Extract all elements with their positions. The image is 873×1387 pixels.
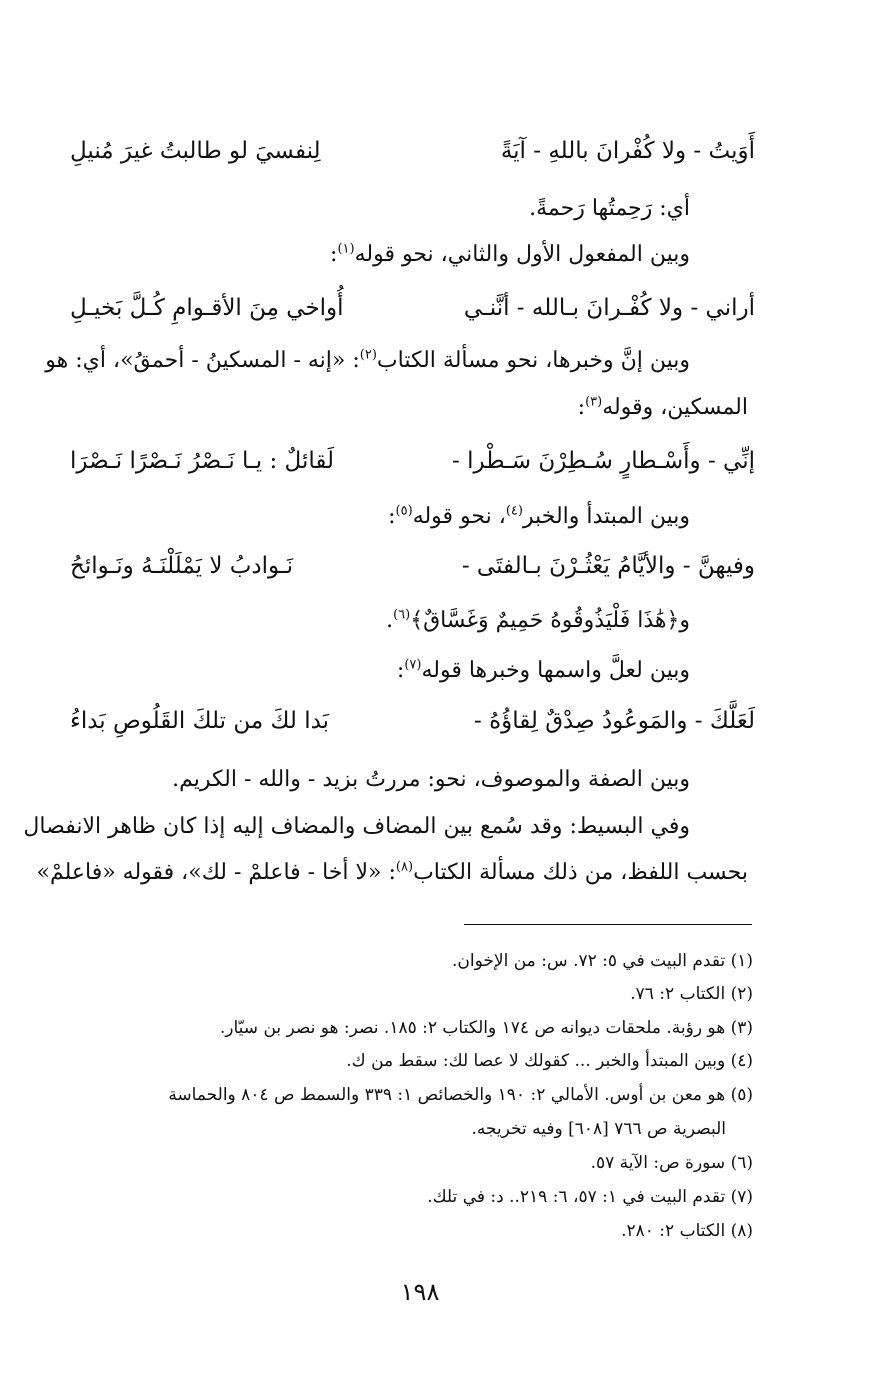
footnote-6: (٦) سورة ص: الآية ٥٧. [590,1153,753,1173]
footnote-ref: (٢) [359,347,377,363]
verse-3-first-hemistich: إنِّي - وأَسْـطارٍ سُـطِرْنَ سَـطْرا - [452,448,755,474]
paragraph-text: وبين لعلَّ واسمها وخبرها قوله [421,658,690,683]
paragraph-tail: : «إنه - المسكينُ - أحمقُ»، أي: هو [45,348,360,373]
paragraph-mid: ، نحو قوله [412,504,506,529]
verse-5-second-hemistich: بَدا لكَ من تلكَ القَلُوصِ بَداءُ [70,708,330,734]
paragraph-tail: : [396,658,405,683]
quran-prefix: و [679,608,690,633]
paragraph-text: وبين المبتدأ والخبر [522,504,690,529]
footnote-ref: (٧) [404,657,422,673]
paragraph-text: وبين إنَّ وخبرها، نحو مسألة الكتاب [376,348,690,373]
verse-4-first-hemistich: وفيهنَّ - والأيَّامُ يَعْثُـرْنَ بـالفتَى - [461,553,755,579]
paragraph-basit-continued [36,858,748,888]
footnote-ref: (٦) [393,607,411,623]
paragraph-tail: : [577,395,586,420]
verse-2-second-hemistich: أُواخي مِنَ الأقـوامِ كُـلَّ بَخيـلِ [70,295,344,321]
paragraph-mubtada [388,502,690,532]
quran-line [386,606,690,636]
footnote-ref: (٣) [585,394,603,410]
footnote-3: (٣) هو رؤبة. ملحقات ديوانه ص ١٧٤ والكتاب ٢: ١٨٥. نصر: هو نصر بن سيّار. [219,1018,753,1038]
paragraph-tail: : «لا أخا - فاعلمْ - لك»، فقوله «فاعلمْ» [36,860,396,885]
footnote-ref: (٥) [395,503,413,519]
paragraph-tail: : [388,504,396,529]
page-number: ١٩٨ [400,1278,440,1306]
footnote-5: (٥) هو معن بن أوس. الأمالي ٢: ١٩٠ والخصائص ١: ٣٣٩ والسمط ص ٨٠٤ والحماسة [168,1085,753,1105]
quran-tail: . [386,608,394,633]
paragraph-inna [45,346,690,376]
verse-3-second-hemistich: لَقائلٌ : يـا نَـصْرُ نَـصْرًا نَـصْرَا [70,448,335,474]
verse-4 [70,548,755,584]
paragraph-text: وبين المفعول الأول والثاني، نحو قوله [354,242,690,267]
footnote-ref: (١) [337,241,355,257]
verse-3 [70,443,755,479]
verse-1-first-hemistich: أَوَيتُ - ولا كُفْرانَ باللهِ - آيَةً [500,138,755,164]
paragraph-text: المسكين، وقوله [602,395,748,420]
paragraph-inna-continued [578,393,748,423]
paragraph-tail: : [330,242,338,267]
footnote-8: (٨) الكتاب ٢: ٢٨٠. [621,1221,753,1241]
verse-5-first-hemistich: لَعَلَّكَ - والمَوعُودُ صِدْقٌ لِقاؤُهُ - [474,708,755,734]
footnote-2: (٢) الكتاب ٢: ٧٦. [630,984,753,1004]
paragraph-laalla [397,656,690,686]
verse-2-first-hemistich: أراني - ولا كُفْـرانَ بـالله - أنَّنـي [463,295,755,321]
verse-4-second-hemistich: نَـوادبُ لا يَمْلَلْنَـهُ ونَـوائحُ [70,553,294,579]
footnote-4: (٤) وبين المبتدأ والخبر ... كقولك لا عصا لك: سقط من ك. [346,1051,753,1071]
verse-2 [70,290,755,326]
footnote-ref: (٤) [505,503,523,519]
footnote-7: (٧) تقدم البيت في ١: ٥٧، ٦: ٢١٩.. د: في تلك. [427,1187,753,1207]
footnote-1: (١) تقدم البيت في ٥: ٧٢. س: من الإخوان. [452,951,753,971]
footnote-divider [464,924,752,925]
footnote-ref: (٨) [395,859,414,875]
verse-5 [70,703,755,739]
paragraph-sifa: وبين الصفة والموصوف، نحو: مررتُ بزيد - والله - الكريم. [172,767,690,792]
paragraph-text: بحسب اللفظ، من ذلك مسألة الكتاب [413,860,748,885]
gloss-line: أي: رَحِمتُها رَحمةً. [529,196,690,221]
quran-verse: ﴿هَٰذَا فَلْيَذُوقُوهُ حَمِيمٌ وَغَسَّاقٌ﴾ [410,608,680,633]
paragraph-basit: وفي البسيط: وقد سُمع بين المضاف والمضاف إليه إذا كان ظاهر الانفصال [23,814,690,839]
verse-1 [70,133,755,169]
paragraph-object [330,240,690,270]
verse-1-second-hemistich: لِنفسيَ لو طالبتُ غيرَ مُنيلِ [70,138,321,164]
footnote-5-continued: البصرية ص ٧٦٦ [٦٠٨] وفيه تخريجه. [471,1119,726,1139]
